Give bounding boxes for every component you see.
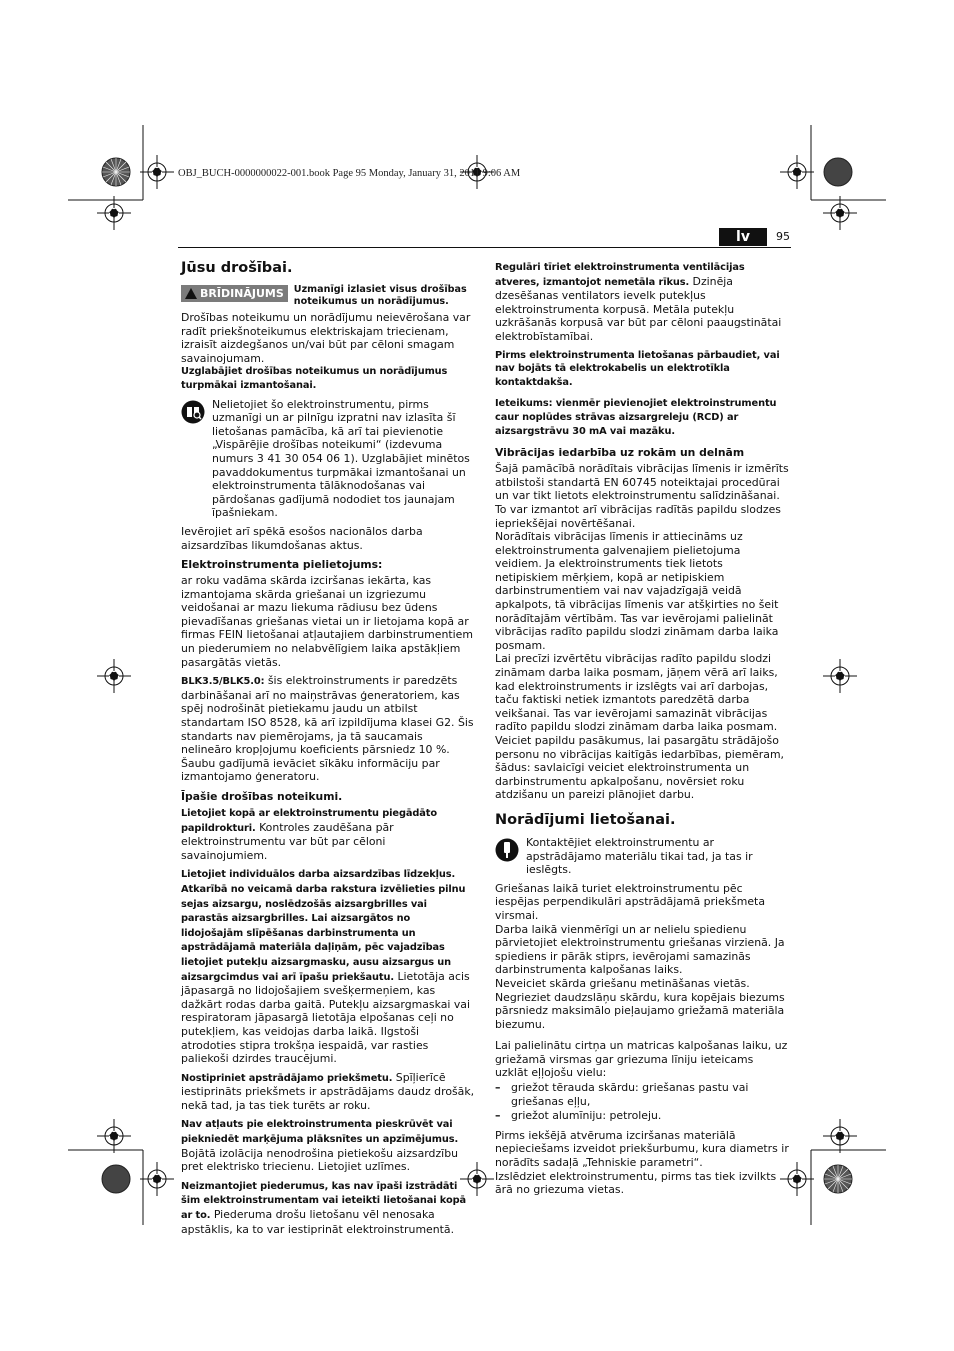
paragraph: Drošības noteikumu un norādījumu neievērošana var radīt priekšnoteikumus elektriskajam triecienam, izraisīt aizdegšanos un/vai būt par cēloni smagam savainojumam. [181,311,471,365]
paragraph: Lai precīzi izvērtētu vibrācijas radīto papildu slodzi zināmam darba laika posmam, jāņem vērā arī laiks, kad elektroinstruments ir izslēgts vai arī darbojas, taču faktiski netiek izmantots paredzētā darba veikšanai. Tas var ievērojami samazināt vibrācijas radīto papildu slodzi zināmam darba laika posmam. [495,652,778,734]
file-info: OBJ_BUCH-0000000022-001.book Page 95 Monday, January 31, 2011 9:06 AM [178,168,521,179]
paragraph: Šajā pamācībā norādītais vibrācijas līmenis ir izmērīts atbilstoši standartā EN 60745 noteiktajai procedūrai un var tikt lietots elektroinstrumentu salīdzināšanai. To var izmantot arī vibrācijas radītās papildu slodzes iepriekšējai novērtēšanai. [495,462,789,530]
language-tab: lv [719,228,767,246]
warning-block [181,284,475,308]
page-number: 95 [776,230,790,243]
manual-notice [181,398,475,525]
right-column [495,260,789,1202]
contact-text: Kontaktējiet elektroinstrumentu ar apstrādājamo materiālu tikai tad, ja tas ir ieslēgts. [526,835,753,877]
paragraph: Norādītais vibrācijas līmenis ir attiecināms uz elektroinstrumenta galvenajiem pielietojuma veidiem. Ja elektroinstruments tiek lietots netipiskiem mērķiem, kopā ar netipiskiem darbinstrumentiem vai nav vajadzīgajā veidā apkalpots, tā vibrācijas līmenis var atšķirties no šeit norādītajām vērtībām. Tas var ievērojami palielināt vibrācijas radīto papildu slodzi zināmam darba laika posmam. [495,530,779,652]
paragraph: Pirms iekšējā atvēruma izciršanas materiālā nepieciešams izveidot priekšurbumu, kura diametrs ir norādīts sadaļā „Tehniskie parametri“. [495,1128,789,1170]
paragraph: Izslēdziet elektroinstrumentu, pirms tas tiek izvilkts ārā no griezuma vietas. [495,1169,777,1197]
warning-text: Uzmanīgi izlasiet visus drošības noteikumus un norādījumus. [293,284,467,307]
paragraph: Neizmantojiet piederumus, kas nav īpaši izstrādāti šim elektroinstrumentam vai ieteikti lietošanai kopā ar to. Piederuma drošu lietošanu vēl nenosaka apstāklis, ka to var iestiprināt elektroinstrumentā. [181,1180,467,1236]
section-title-instructions: Norādījumi lietošanai. [495,811,676,828]
lubricant-list [495,1081,789,1123]
tool-on-icon [495,838,519,862]
paragraph: Nostipriniet apstrādājamo priekšmetu. Spīļierīcē iestiprināts priekšmets ir apstrādājams daudz drošāk, nekā tad, ja tas tiek turēts ar roku. [181,1070,475,1112]
heading-use: Elektroinstrumenta pielietojums: [181,558,383,572]
paragraph: ar roku vadāma skārda izciršanas iekārta, kas izmantojama skārda griešanai un izgriezumu veidošanai ar mazu liekuma rādiusu bez ūdens pievadīšanas griešanas vietai un ir lietojama kopā ar firmas FEIN lietošanai atļautajiem darbinstrumentiem un piederumiem no nelabvēlīgiem laika apstākļiem pasargātās vietās. [181,574,473,669]
paragraph: Veiciet papildu pasākumus, lai pasargātu strādājošo personu no vibrācijas kaitīgās iedarbības, piemēram, šādus: savlaicīgi veiciet elektroinstrumenta un darbinstrumentu apkalpošanu, novērsiet roku atdzišanu un pareizi plānojiet darbu. [495,734,785,802]
paragraph: Ievērojiet arī spēkā esošos nacionālos darba aizsardzības likumdošanas aktus. [181,524,423,552]
paragraph: Lietojiet individuālos darba aizsardzības līdzekļus. Atkarībā no veicamā darba rakstura izvēlieties pilnu sejas aizsargu, noslēdzošās aizsargbrilles vai parastās aizsargbrilles. Lai aizsargātos no lidojošajām slīpēšanas darbinstrumenta un apstrādājamā materiāla daļiņām, pēc vajadzības lietojiet putekļu aizsargmasku, ausu aizsargus un aizsargcimdus vai arī īpašu priekšautu. Lietotāja acis jāpasargā no lidojošajiem svešķermeņiem, kas dažkārt rodas darba gaitā. Putekļu aizsargmaskai vai respiratoram jāpasargā lietotāja elpošanas ceļi no putekļiem, kas veidojas darba laikā. Ilgstoši atrodoties stipra trokšņa iespaidā, var rasties paliekoši dzirdes traucējumi. [181,869,470,1066]
manual-text: Nelietojiet šo elektroinstrumentu, pirms uzmanīgi un ar pilnīgu izpratni nav izlasīta šī lietošanas pamācība, kā arī tai pievienotie „Vispārējie drošības noteikumi“ (izdevuma numurs 3 41 30 054 06 1). Uzglabājiet minētos pavaddokumentus turpmākai izmantošanai un elektroinstrumenta tālāknodošanas vai pārdošanas gadījumā nododiet tos jaunajam īpašniekam. [212,397,470,520]
warning-label: BRĪDINĀJUMS [181,285,288,302]
read-manual-icon [181,400,205,424]
header-rule [178,247,791,248]
paragraph: Nav atļauts pie elektroinstrumenta pieskrūvēt vai piekniedēt marķējuma plāksnītes un apzīmējumus. Bojātā izolācija nenodrošina pietiekošu aizsardzību pret elektrisko triecienu. Lietojiet uzlīmes. [181,1119,459,1174]
paragraph: Griešanas laikā turiet elektroinstrumentu pēc iespējas perpendikulāri apstrādājamā priekšmeta virsmai. [495,881,765,922]
paragraph-bold: Uzglabājiet drošības noteikumus un norādījumus turpmākai izmantošanai. [181,366,448,391]
heading-special-safety: Īpašie drošības noteikumi. [181,790,343,803]
contact-notice [495,836,789,882]
paragraph-blk: BLK3.5/BLK5.0: šis elektroinstruments ir paredzēts darbināšanai arī no maiņstrāvas ģeneratoriem, kas spēj nodrošināt pietiekamu jaudu un atbilst standartam ISO 8528, kā arī izpildījuma klasei G2. Šis standarts nav piemērojams, ja tā saucamais nelineāro kropļojumu koeficients pārsniedz 10 %. Šaubu gadījumā ievāciet sīkāku informāciju par izmantojamo ģeneratoru. [181,674,474,784]
warning-triangle-icon [185,288,197,299]
paragraph-bold: Pirms elektroinstrumenta lietošanas pārbaudiet, vai nav bojāts tā elektrokabelis un elektrotīkla kontaktdakša. [495,349,780,388]
list-item: – griežot alumīniju: petroleju. [495,1109,789,1123]
paragraph: Darba laikā vienmērīgi un ar nelielu spiedienu pārvietojiet elektroinstrumentu griešanas virzienā. Ja spiediens ir pārāk stiprs, ievērojami samazinās darbinstrumenta kalpošanas laiks. [495,922,785,977]
list-item: – griežot tērauda skārdu: griešanas pastu vai griešanas eļļu, [495,1081,789,1108]
paragraph: Lai palielinātu cirtņa un matricas kalpošanas laiku, uz griežamā virsmas gar griezuma līniju ieteicams uzklāt eļļojošu vielu: [495,1039,788,1080]
paragraph: Regulāri tīriet elektroinstrumenta ventilācijas atveres, izmantojot nemetāla rīkus. Dzinēja dzesēšanas ventilators ievelk putekļus elektroinstrumenta korpusā. Metāla putekļu uzkrāšanās korpusā var būt par cēloni paaugstinātai elektrobīstamībai. [495,262,782,343]
paragraph: Lietojiet kopā ar elektroinstrumentu piegādāto papildrokturi. Kontroles zaudēšana pār elektroinstrumentu var būt par cēloni savainojumiem. [181,808,438,862]
left-column [181,260,475,1241]
paragraph-bold: Ieteikums: vienmēr pievienojiet elektroinstrumentu caur noplūdes strāvas aizsargreleju (RCD) ar aizsargstrāvu 30 mA vai mazāku. [495,398,777,437]
paragraph: Neveiciet skārda griešanu metināšanas vietās. Negrieziet daudzslāņu skārdu, kura kopējais biezums pārsniedz maksimālo pieļaujamo griežamā materiāla biezumu. [495,976,785,1031]
section-title-safety: Jūsu drošībai. [181,260,293,276]
heading-vibration: Vibrācijas iedarbība uz rokām un delnām [495,446,745,460]
